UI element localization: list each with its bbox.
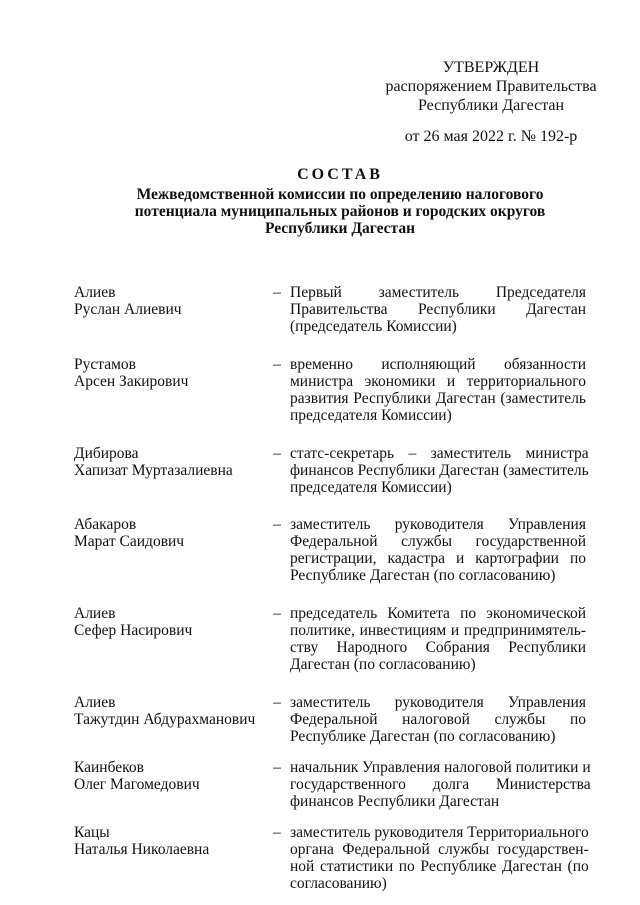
member-role-line: заместитель руководителя Территориального — [290, 824, 589, 841]
member-role — [290, 284, 586, 335]
subtitle-line-1: Межведомственной комиссии по определению налогового — [136, 186, 544, 203]
member-role-line: органа Федеральной службы государствен- — [290, 841, 589, 858]
document-title: СОСТАВ — [297, 166, 383, 183]
member-role-line: председателя Комиссии) — [290, 407, 452, 424]
document-subtitle — [100, 186, 580, 237]
member-dash: – — [273, 605, 281, 622]
member-role-line: Республике Дагестан (по согласованию) — [290, 567, 556, 584]
member-role — [290, 516, 586, 584]
member-given: Руслан Алиевич — [74, 301, 182, 318]
member-role-line: согласованию) — [290, 875, 387, 892]
member-role-line: (председатель Комиссии) — [290, 318, 457, 335]
member-given: Сефер Насирович — [74, 622, 193, 639]
member-role-line: заместитель руководителя Управления — [290, 694, 586, 711]
member-role-line: статс-секретарь – заместитель министра — [290, 445, 589, 462]
member-surname: Абакаров — [74, 516, 137, 533]
member-surname: Каинбеков — [74, 759, 144, 776]
member-role-line: председатель Комитета по экономической — [290, 605, 586, 622]
member-row — [74, 284, 586, 335]
member-surname: Дибирова — [74, 445, 139, 462]
member-dash: – — [273, 284, 281, 301]
member-role-line: начальник Управления налоговой политики и — [290, 759, 591, 776]
subtitle-line-2: потенциала муниципальных районов и городских округов — [134, 203, 546, 220]
member-dash: – — [273, 445, 281, 462]
member-surname: Алиев — [74, 605, 116, 622]
member-name — [74, 824, 260, 892]
subtitle-line-3: Республики Дагестан — [264, 220, 416, 237]
member-row — [74, 694, 586, 745]
member-role-line: финансов Республики Дагестан — [290, 793, 500, 810]
document-heading — [100, 165, 580, 237]
member-surname: Алиев — [74, 284, 116, 301]
member-role-line: Дагестан (по согласованию) — [290, 656, 476, 673]
approval-title: УТВЕРЖДЕН — [442, 59, 540, 76]
member-role-line: развития Республики Дагестан (заместитель — [290, 390, 586, 407]
member-role — [290, 445, 589, 496]
member-role-line: регистрации, кадастра и картографии по — [290, 550, 586, 567]
member-surname: Кацы — [74, 824, 110, 841]
approval-line-2: Республики Дагестан — [417, 97, 565, 114]
approval-stamp — [380, 58, 602, 146]
member-role-line: ной статистики по Республике Дагестан (по — [290, 858, 589, 875]
member-role — [290, 759, 591, 810]
member-role-line: председателя Комиссии) — [290, 479, 452, 496]
member-role-line: государственного долга Министерства — [290, 776, 591, 793]
member-name — [74, 516, 260, 584]
member-name — [74, 759, 260, 810]
member-row — [74, 605, 586, 673]
member-name — [74, 694, 260, 745]
member-role-line: министра экономики и территориального — [290, 373, 586, 390]
member-role-line: Первый заместитель Председателя — [290, 284, 586, 301]
member-dash: – — [273, 694, 281, 711]
member-dash: – — [273, 356, 281, 373]
member-role-line: заместитель руководителя Управления — [290, 516, 586, 533]
member-row — [74, 445, 589, 496]
member-dash: – — [273, 759, 281, 776]
member-name — [74, 605, 260, 673]
member-role-line: Федеральной налоговой службы по — [290, 711, 586, 728]
member-given: Тажутдин Абдурахманович — [74, 711, 256, 728]
member-name — [74, 445, 260, 496]
member-role — [290, 694, 586, 745]
member-row — [74, 759, 591, 810]
members-list — [74, 266, 591, 892]
member-surname: Рустамов — [74, 356, 136, 373]
approval-date: от 26 мая 2022 г. № 192-р — [404, 128, 578, 145]
member-surname: Алиев — [74, 694, 116, 711]
member-role-line: временно исполняющий обязанности — [290, 356, 586, 373]
member-role-line: Правительства Республики Дагестан — [290, 301, 586, 318]
member-role-line: ству Народного Собрания Республики — [290, 639, 586, 656]
member-given: Марат Саидович — [74, 533, 185, 550]
member-given: Хапизат Муртазалиевна — [74, 462, 233, 479]
member-name — [74, 284, 260, 335]
member-dash: – — [273, 824, 281, 841]
member-given: Наталья Николаевна — [74, 841, 210, 858]
member-dash: – — [273, 516, 281, 533]
approval-line-1: распоряжением Правительства — [385, 78, 597, 95]
member-role — [290, 356, 586, 424]
member-role-line: финансов Республики Дагестан (заместитель — [290, 462, 589, 479]
member-role — [290, 824, 589, 892]
member-role-line: политике, инвестициям и предпринимятель- — [290, 622, 586, 639]
member-role-line: Федеральной службы государственной — [290, 533, 586, 550]
member-row — [74, 824, 589, 892]
member-row — [74, 356, 586, 424]
member-role-line: Республике Дагестан (по согласованию) — [290, 728, 556, 745]
member-name — [74, 356, 260, 424]
member-given: Олег Магомедович — [74, 776, 200, 793]
member-row — [74, 516, 586, 584]
member-given: Арсен Закирович — [74, 373, 189, 390]
member-role — [290, 605, 586, 673]
